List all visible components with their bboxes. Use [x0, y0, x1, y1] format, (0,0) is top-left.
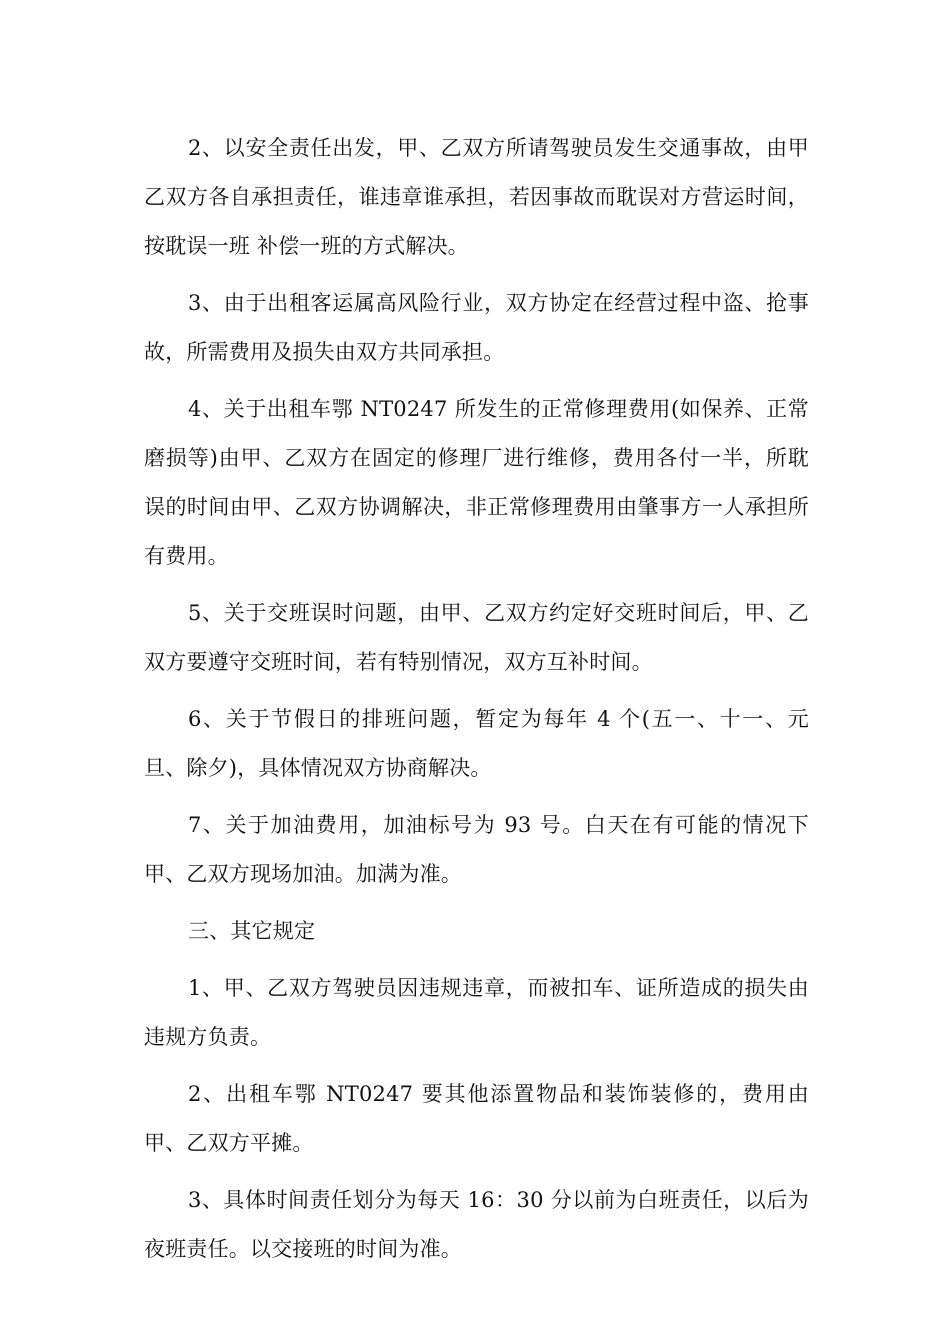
section-paragraph-3-shift-times: 3、具体时间责任划分为每天 16：30 分以前为白班责任，以后为夜班责任。以交接班的时间为准。 — [144, 1188, 809, 1261]
paragraph-6-holidays: 6、关于节假日的排班问题，暂定为每年 4 个(五一、十一、元旦、除夕)，具体情况双方协商解决。 — [144, 707, 809, 780]
paragraph-2-accident-responsibility: 2、以安全责任出发，甲、乙双方所请驾驶员发生交通事故，由甲乙双方各自承担责任，谁违章谁承担，若因事故而耽误对方营运时间，按耽误一班 补偿一班的方式解决。 — [144, 136, 809, 258]
paragraph-3-high-risk: 3、由于出租客运属高风险行业，双方协定在经营过程中盗、抢事故，所需费用及损失由双方共同承担。 — [144, 291, 809, 364]
paragraph-4-repair-costs: 4、关于出租车鄂 NT0247 所发生的正常修理费用(如保养、正常磨损等)由甲、乙双方在固定的修理厂进行维修，费用各付一半，所耽误的时间由甲、乙双方协调解决，非正常修理费用由肇事方一人承担所有费用。 — [144, 397, 809, 568]
section-heading-other-rules: 三、其它规定 — [188, 919, 316, 943]
paragraph-7-fuel: 7、关于加油费用，加油标号为 93 号。白天在有可能的情况下甲、乙双方现场加油。加满为准。 — [144, 813, 809, 886]
section-paragraph-1-violations: 1、甲、乙双方驾驶员因违规违章，而被扣车、证所造成的损失由违规方负责。 — [144, 976, 809, 1049]
section-paragraph-2-decorations: 2、出租车鄂 NT0247 要其他添置物品和装饰装修的，费用由甲、乙双方平摊。 — [144, 1082, 809, 1155]
paragraph-5-shift-change: 5、关于交班误时问题，由甲、乙双方约定好交班时间后，甲、乙 双方要遵守交班时间，若有特别情况，双方互补时间。 — [144, 601, 809, 674]
document-body — [144, 124, 809, 1282]
